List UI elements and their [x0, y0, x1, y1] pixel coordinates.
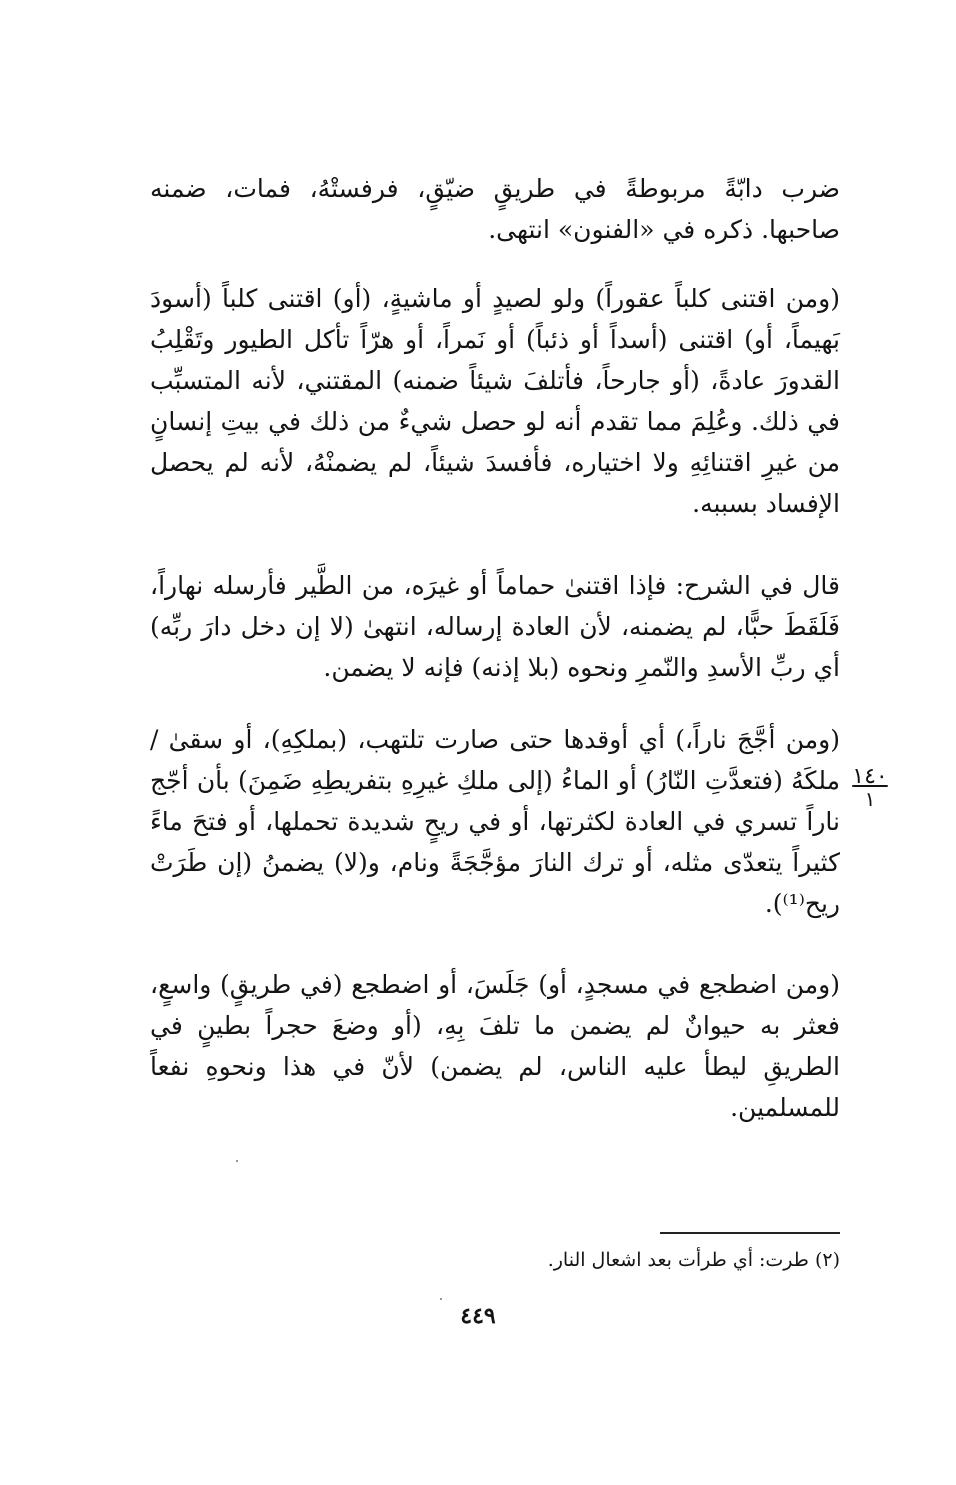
paragraph-5: (ومن اضطجع في مسجدٍ، أو) جَلَسَ، أو اضطجع (في طريقٍ) واسعٍ، فعثر به حيوانٌ لم يضمن ما تلفَ بِهِ، (أو وضعَ حجراً بطينٍ في الطريقِ ليطأ عليه الناس، لم يضمن) لأنّ في هذا ونحوهِ نفعاً للمسلمين.: [150, 970, 840, 1122]
paragraph-2: (ومن اقتنى كلباً عقوراً) ولو لصيدٍ أو ماشيةٍ، (أو) اقتنى كلباً (أسودَ بَهيماً، أو) اقتنى (أسداً أو ذئباً) أو نَمراً، أو هرّاً تأكل الطيور وتَقْلِبُ القدورَ عادةً، (أو جارحاً، فأتلفَ شيئاً ضمنه) المقتني، لأنه المتسبِّب في ذلك. وعُلِمَ مما تقدم أنه لو حصل شيءٌ من ذلك في بيتِ إنسانٍ من غيرِ اقتنائِهِ ولا اختياره، فأفسدَ شيئاً، لم يضمنْهُ، لأنه لم يحصل الإفساد بسببه.: [150, 284, 840, 518]
scan-speck: [236, 1160, 238, 1162]
page-number: ٤٤٩: [460, 1303, 496, 1329]
margin-marker-sub: ١: [864, 787, 876, 811]
paragraph-4: (ومن أجَّجَ ناراً،) أي أوقدها حتى صارت تلتهب، (بملكِهِ)، أو سقىٰ / ملكَهُ (فتعدَّتِ النّارُ) أو الماءُ (إلى ملكِ غيرِهِ بتفريطِهِ ضَمِنَ) بأن أجّج ناراً تسري في العادة لكثرتها، أو في ريحٍ شديدة تحملها، أو فتحَ ماءً كثيراً يتعدّى مثله، أو ترك النارَ مؤجَّجَةً ونام، و(لا) يضمنُ (إن طَرَتْ ريح⁽¹⁾).: [150, 725, 840, 918]
paragraph-1: ضرب دابّةً مربوطةً في طريقٍ ضيّقٍ، فرفستْهُ، فمات، ضمنه صاحبها. ذكره في «الفنون» انتهى.: [150, 174, 840, 244]
paragraph-3: قال في الشرح: فإذا اقتنىٰ حماماً أو غيرَه، من الطَّير فأرسله نهاراً، فَلَقَطَ حبًّا، لم يضمنه، لأن العادة إرساله، انتهىٰ (لا إن دخل دارَ ربِّه) أي ربِّ الأسدِ والنّمرِ ونحوه (بلا إذنه) فإنه لا يضمن.: [150, 571, 840, 682]
margin-page-marker: [850, 766, 890, 810]
footnote: (٢) طرت: أي طرأت بعد اشعال النار.: [547, 1249, 840, 1271]
footnote-divider: [660, 1232, 840, 1234]
scan-speck: [440, 1298, 442, 1300]
margin-marker-number: ١٤٠: [852, 764, 888, 789]
